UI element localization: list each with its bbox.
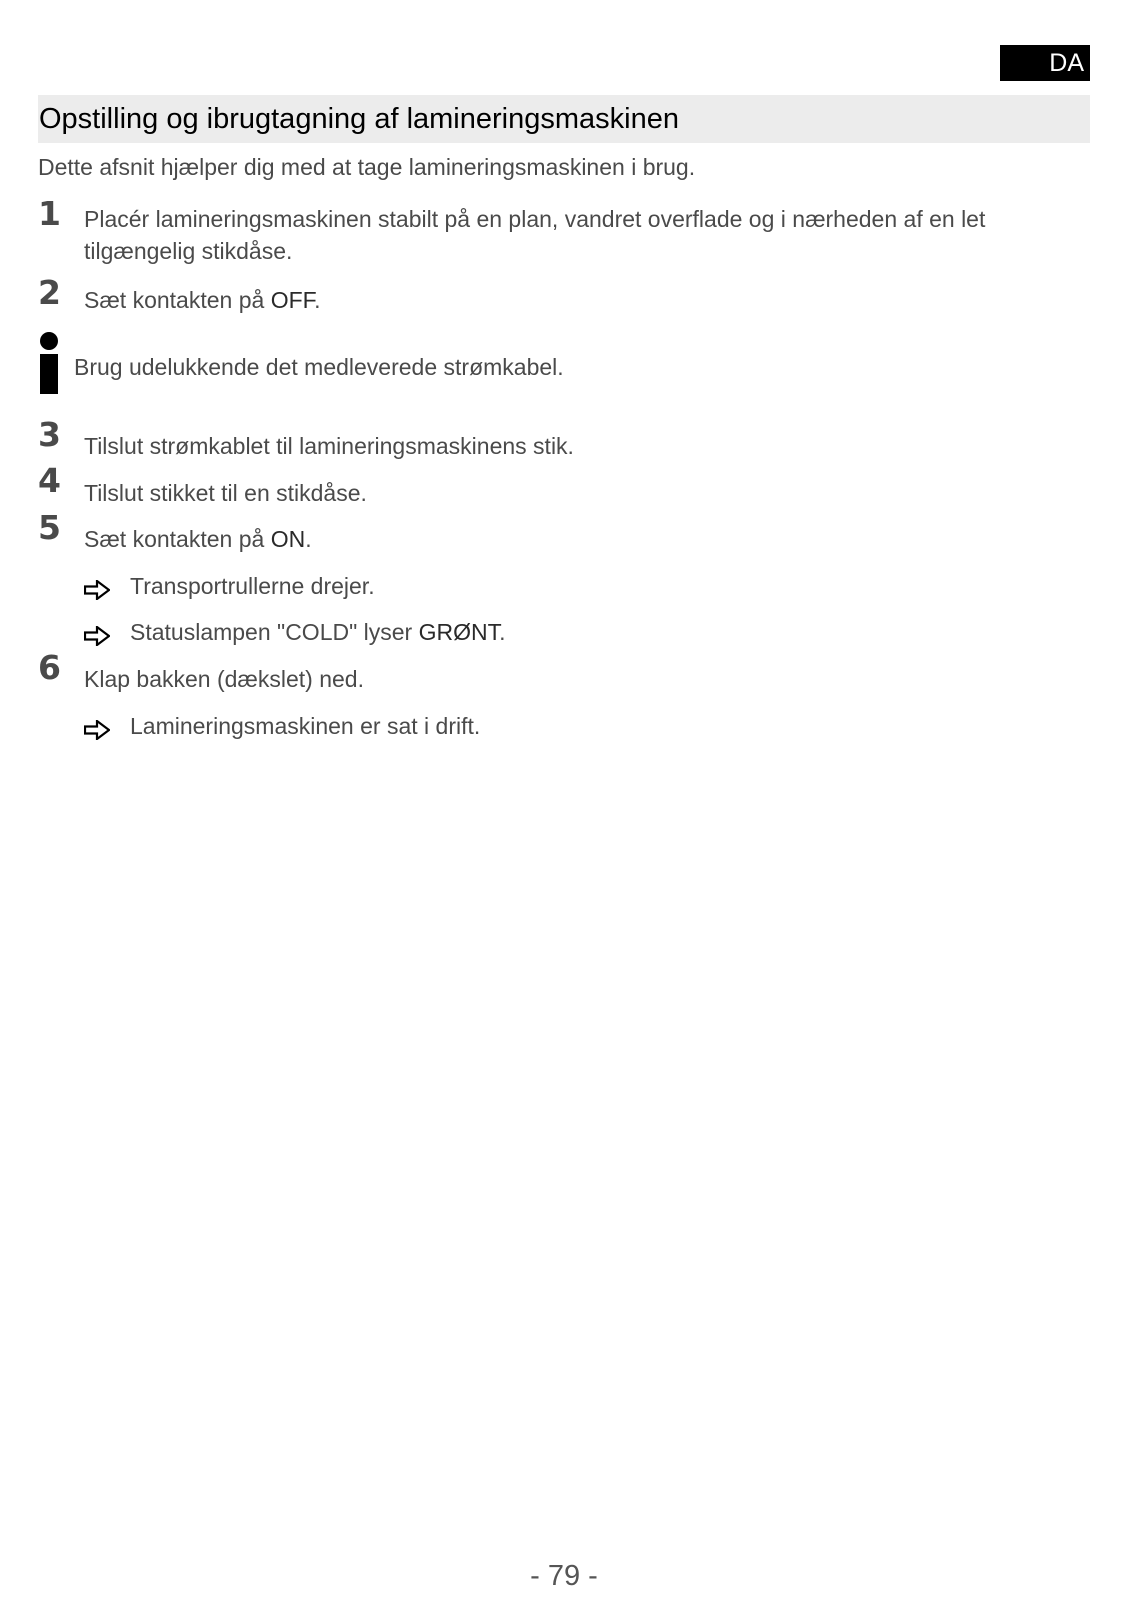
step-text-part: Sæt kontakten på (84, 287, 271, 313)
step-number: 6 (38, 648, 61, 687)
step-text: Tilslut strømkablet til lamineringsmaskinens stik. (84, 433, 574, 459)
step-text-part: . (314, 287, 321, 313)
step-text-part: Sæt kontakten på (84, 526, 271, 552)
section-title: Opstilling og ibrugtagning af lamineringsmaskinen (38, 95, 1090, 143)
step-number: 5 (38, 508, 61, 547)
step-number: 3 (38, 415, 61, 454)
result-text: Transportrullerne drejer. (130, 573, 375, 599)
switch-position-on: ON (270, 526, 306, 552)
status-color-green: GRØNT (418, 619, 500, 645)
step-number: 1 (38, 194, 61, 233)
arrow-right-icon (84, 580, 110, 600)
result-text: Lamineringsmaskinen er sat i drift. (130, 713, 481, 739)
step-text: Klap bakken (dækslet) ned. (84, 666, 364, 692)
arrow-right-icon (84, 626, 110, 646)
note-text: Brug udelukkende det medleverede strømkabel. (74, 354, 564, 380)
result-text (130, 616, 506, 648)
step-number: 2 (38, 273, 61, 312)
step-text-part: . (305, 526, 312, 552)
arrow-right-icon (84, 720, 110, 740)
language-badge: DA (1000, 45, 1090, 81)
step-number: 4 (38, 461, 61, 500)
result-text-part: Statuslampen "COLD" lyser (130, 619, 419, 645)
step-text: Tilslut stikket til en stikdåse. (84, 480, 367, 506)
step-text (84, 523, 1074, 555)
intro-text: Dette afsnit hjælper dig med at tage lamineringsmaskinen i brug. (38, 154, 696, 180)
switch-position-off: OFF (270, 287, 315, 313)
step-text: Placér lamineringsmaskinen stabilt på en plan, vandret overflade og i nærheden af en let tilgængelig stikdåse. (84, 206, 986, 264)
step-text (84, 284, 1074, 316)
page-number: - 79 - (530, 1560, 598, 1592)
info-icon (38, 332, 60, 394)
result-text-part: . (499, 619, 506, 645)
